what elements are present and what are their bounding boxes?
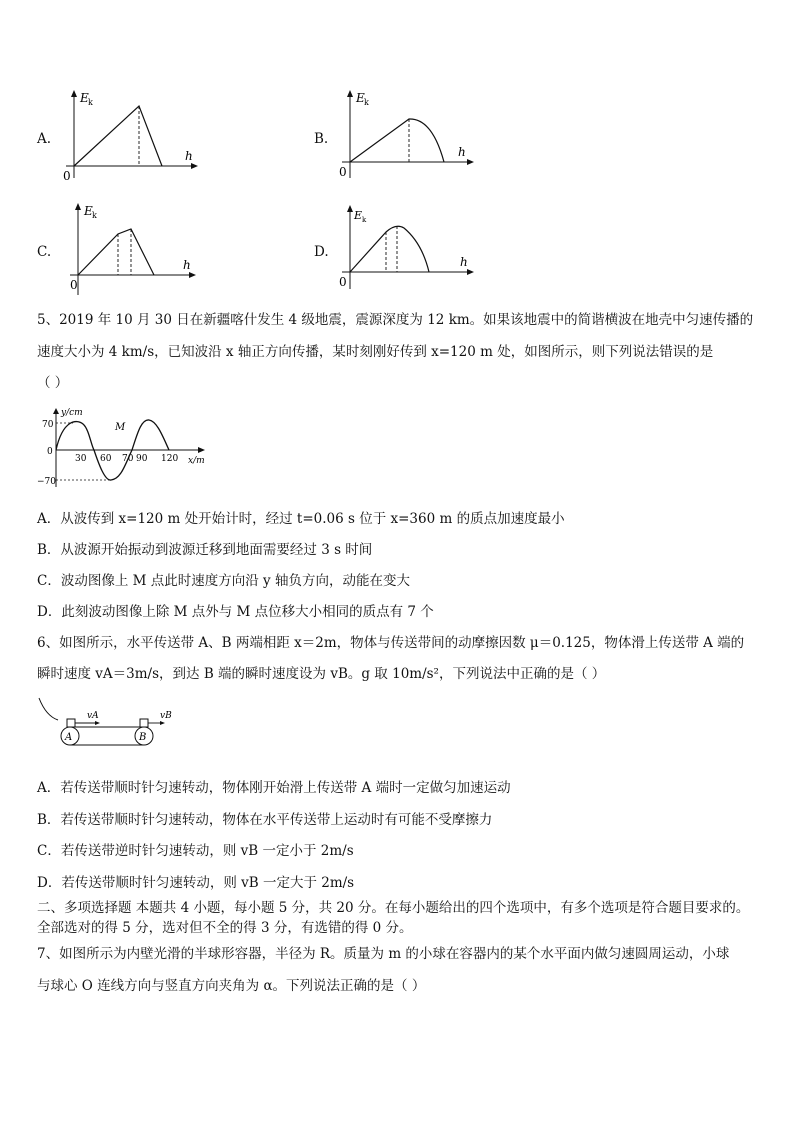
wave-ylabel: y/cm xyxy=(61,408,83,418)
section2-line2: 全部选对的得 5 分，选对但不全的得 3 分，有选错的得 0 分。 xyxy=(37,920,413,936)
q5-option-a: A．从波传到 x=120 m 处开始计时，经过 t=0.06 s 位于 x=360 m 的质点加速度最小 xyxy=(37,511,565,527)
y-label: E xyxy=(80,91,89,105)
q6-option-b: B．若传送带顺时针匀速转动，物体在水平传送带上运动时有可能不受摩擦力 xyxy=(37,812,493,828)
q5-option-d: D．此刻波动图像上除 M 点外与 M 点位移大小相同的质点有 7 个 xyxy=(37,604,434,620)
svg-text:−70: −70 xyxy=(37,477,56,487)
svg-text:E: E xyxy=(354,209,363,222)
q5-option-c: C．波动图像上 M 点此时速度方向沿 y 轴负方向，动能在变大 xyxy=(37,573,410,589)
svg-text:E: E xyxy=(84,204,93,218)
q6-conveyor-figure xyxy=(36,694,186,752)
section2-line1: 二、多项选择题 本题共 4 小题，每小题 5 分，共 20 分。在每小题给出的四个选项中，有多个选项是符合题目要求的。 xyxy=(37,900,750,916)
svg-text:0: 0 xyxy=(47,447,53,457)
q6-line1: 6、如图所示，水平传送带 A、B 两端相距 x＝2m，物体与传送带间的动摩擦因数 μ＝0.125，物体滑上传送带 A 端的 xyxy=(37,635,745,651)
svg-text:70: 70 xyxy=(42,420,54,430)
wheel-b: B xyxy=(139,732,147,743)
svg-text:30: 30 xyxy=(75,454,87,464)
q6-option-d: D．若传送带顺时针匀速转动，则 vB 一定大于 2m/s xyxy=(37,875,355,891)
graph-c xyxy=(62,201,202,301)
wave-xlabel: x/m xyxy=(188,456,205,466)
label-vb: vB xyxy=(160,711,172,721)
option-label-b: B. xyxy=(314,131,329,147)
svg-text:h: h xyxy=(458,145,466,159)
option-label-a: A. xyxy=(37,131,52,147)
q5-option-b: B．从波源开始振动到波源迁移到地面需要经过 3 s 时间 xyxy=(37,542,373,558)
label-va: vA xyxy=(87,711,99,721)
svg-text:90: 90 xyxy=(136,454,148,464)
q6-option-c: C．若传送带逆时针匀速转动，则 vB 一定小于 2m/s xyxy=(37,843,354,859)
origin: 0 xyxy=(63,169,71,183)
q5-line3: （ ） xyxy=(37,375,69,391)
q5-line2: 速度大小为 4 km/s，已知波沿 x 轴正方向传播，某时刻刚好传到 x=120 m 处，如图所示，则下列说法错误的是 xyxy=(37,344,714,360)
q5-line1: 5、2019 年 10 月 30 日在新疆喀什发生 4 级地震，震源深度为 12 km。如果该地震中的简谐横波在地壳中匀速传播的 xyxy=(37,312,754,328)
wheel-a: A xyxy=(65,732,73,743)
svg-text:70: 70 xyxy=(122,454,134,464)
x-label: h xyxy=(185,149,193,163)
curve xyxy=(74,106,162,166)
svg-text:k: k xyxy=(364,98,369,107)
svg-text:h: h xyxy=(183,258,191,272)
q5-wave-figure xyxy=(33,405,213,490)
graph-a xyxy=(58,88,203,188)
q6-line2: 瞬时速度 vA＝3m/s，到达 B 端的瞬时速度设为 vB。g 取 10m/s²，下列说法中正确的是（ ） xyxy=(37,666,606,682)
svg-text:0: 0 xyxy=(70,278,78,292)
svg-text:k: k xyxy=(92,211,97,220)
y-arrow xyxy=(71,90,77,97)
svg-text:0: 0 xyxy=(339,165,347,179)
option-label-c: C. xyxy=(37,244,52,260)
svg-text:0: 0 xyxy=(339,275,347,289)
option-label-d: D. xyxy=(314,244,329,260)
x-arrow xyxy=(191,163,198,169)
svg-text:k: k xyxy=(362,216,367,224)
y-label-sub: k xyxy=(88,98,93,107)
wave-point-m: M xyxy=(115,422,126,433)
q7-line2: 与球心 O 连线方向与竖直方向夹角为 α。下列说法正确的是（ ） xyxy=(37,978,426,994)
graph-d xyxy=(334,203,479,298)
svg-text:E: E xyxy=(356,91,365,105)
svg-text:120: 120 xyxy=(161,454,179,464)
q6-option-a: A．若传送带顺时针匀速转动，物体刚开始滑上传送带 A 端时一定做匀加速运动 xyxy=(37,780,511,796)
svg-text:h: h xyxy=(460,255,468,269)
svg-text:60: 60 xyxy=(100,454,112,464)
q7-line1: 7、如图所示为内壁光滑的半球形容器，半径为 R。质量为 m 的小球在容器内的某个水平面内做匀速圆周运动，小球 xyxy=(37,946,730,962)
graph-b xyxy=(334,88,479,188)
